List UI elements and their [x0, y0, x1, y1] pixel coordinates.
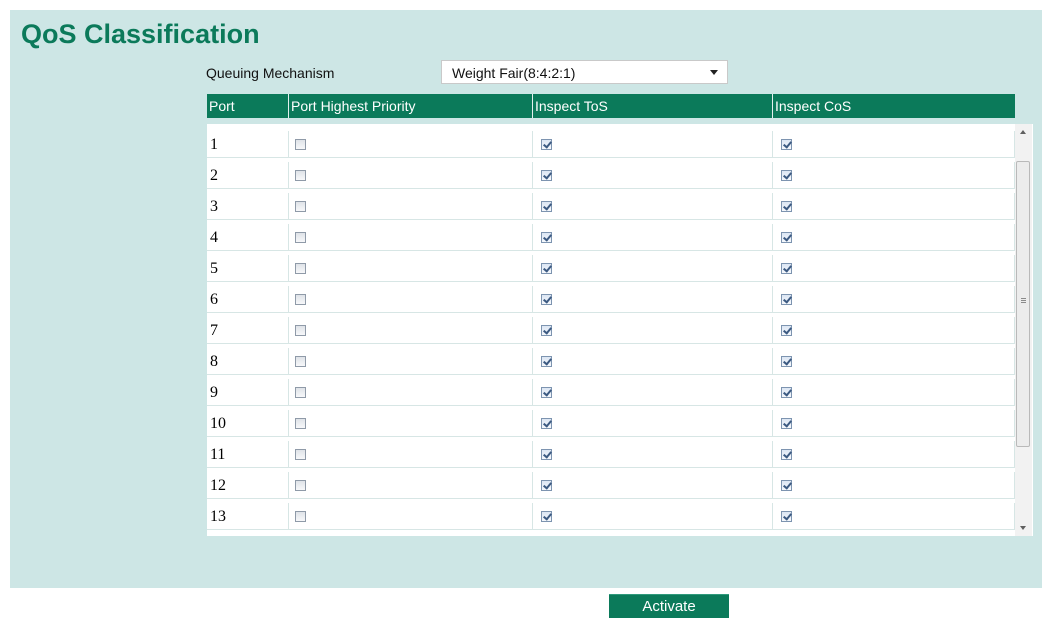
header-port: Port	[207, 94, 289, 118]
inspect-tos-checkbox[interactable]	[541, 139, 552, 150]
table-row	[207, 224, 1015, 251]
inspect-tos-cell	[533, 162, 773, 189]
inspect-tos-cell	[533, 503, 773, 530]
inspect-tos-cell	[533, 379, 773, 406]
table-row	[207, 193, 1015, 220]
inspect-cos-cell	[773, 255, 1015, 282]
port-number: 9	[210, 384, 218, 401]
scroll-down-arrow-icon[interactable]	[1015, 519, 1032, 536]
inspect-cos-checkbox[interactable]	[781, 232, 792, 243]
table-row	[207, 131, 1015, 158]
inspect-tos-checkbox[interactable]	[541, 511, 552, 522]
port-highest-priority-cell	[289, 441, 533, 468]
port-highest-priority-cell	[289, 193, 533, 220]
inspect-cos-cell	[773, 131, 1015, 158]
inspect-cos-checkbox[interactable]	[781, 449, 792, 460]
inspect-cos-checkbox[interactable]	[781, 387, 792, 398]
port-cell	[207, 503, 289, 530]
port-cell	[207, 286, 289, 313]
port-number: 4	[210, 229, 218, 246]
inspect-tos-cell	[533, 410, 773, 437]
inspect-cos-checkbox[interactable]	[781, 263, 792, 274]
port-highest-priority-cell	[289, 503, 533, 530]
inspect-cos-cell	[773, 348, 1015, 375]
port-highest-priority-checkbox[interactable]	[295, 294, 306, 305]
table-row	[207, 286, 1015, 313]
inspect-cos-checkbox[interactable]	[781, 356, 792, 367]
inspect-tos-checkbox[interactable]	[541, 480, 552, 491]
table-row	[207, 379, 1015, 406]
inspect-cos-cell	[773, 162, 1015, 189]
port-number: 7	[210, 322, 218, 339]
port-highest-priority-checkbox[interactable]	[295, 263, 306, 274]
inspect-tos-checkbox[interactable]	[541, 449, 552, 460]
inspect-cos-cell	[773, 286, 1015, 313]
port-number: 10	[210, 415, 226, 432]
table-row	[207, 348, 1015, 375]
content-panel	[10, 10, 1042, 615]
inspect-tos-checkbox[interactable]	[541, 201, 552, 212]
queuing-mechanism-label: Queuing Mechanism	[206, 65, 335, 81]
port-number: 11	[210, 446, 226, 463]
port-table	[207, 124, 1033, 536]
port-number: 13	[210, 508, 226, 525]
port-highest-priority-checkbox[interactable]	[295, 387, 306, 398]
port-cell	[207, 131, 289, 158]
inspect-tos-cell	[533, 472, 773, 499]
port-highest-priority-checkbox[interactable]	[295, 201, 306, 212]
inspect-tos-cell	[533, 441, 773, 468]
port-highest-priority-checkbox[interactable]	[295, 139, 306, 150]
inspect-cos-checkbox[interactable]	[781, 294, 792, 305]
page-title: QoS Classification	[21, 19, 260, 49]
port-number: 8	[210, 353, 218, 370]
table-scrollbar[interactable]	[1015, 124, 1032, 536]
port-highest-priority-checkbox[interactable]	[295, 480, 306, 491]
port-highest-priority-cell	[289, 348, 533, 375]
port-cell	[207, 224, 289, 251]
port-highest-priority-checkbox[interactable]	[295, 418, 306, 429]
inspect-tos-cell	[533, 193, 773, 220]
scrollbar-thumb[interactable]	[1016, 161, 1030, 447]
activate-button[interactable]: Activate	[609, 594, 729, 618]
port-cell	[207, 255, 289, 282]
port-highest-priority-cell	[289, 162, 533, 189]
inspect-cos-checkbox[interactable]	[781, 418, 792, 429]
table-row	[207, 255, 1015, 282]
port-cell	[207, 162, 289, 189]
chevron-down-icon[interactable]	[710, 70, 718, 75]
inspect-tos-checkbox[interactable]	[541, 387, 552, 398]
header-inspect-tos: Inspect ToS	[533, 94, 773, 118]
port-highest-priority-checkbox[interactable]	[295, 232, 306, 243]
inspect-tos-cell	[533, 317, 773, 344]
inspect-tos-checkbox[interactable]	[541, 356, 552, 367]
port-number: 12	[210, 477, 226, 494]
port-number: 5	[210, 260, 218, 277]
port-cell	[207, 193, 289, 220]
inspect-cos-checkbox[interactable]	[781, 170, 792, 181]
port-highest-priority-cell	[289, 317, 533, 344]
inspect-cos-checkbox[interactable]	[781, 480, 792, 491]
inspect-cos-cell	[773, 379, 1015, 406]
port-cell	[207, 441, 289, 468]
port-number: 1	[210, 136, 218, 153]
header-port-highest-priority: Port Highest Priority	[289, 94, 533, 118]
port-highest-priority-cell	[289, 224, 533, 251]
table-row	[207, 410, 1015, 437]
table-row	[207, 317, 1015, 344]
inspect-tos-cell	[533, 255, 773, 282]
port-number: 3	[210, 198, 218, 215]
port-highest-priority-cell	[289, 410, 533, 437]
queuing-mechanism-select[interactable]	[441, 60, 728, 84]
inspect-tos-cell	[533, 131, 773, 158]
port-number: 6	[210, 291, 218, 308]
port-cell	[207, 379, 289, 406]
grip-icon	[1021, 298, 1026, 299]
scroll-up-arrow-icon[interactable]	[1015, 124, 1032, 141]
port-cell	[207, 317, 289, 344]
port-cell	[207, 348, 289, 375]
queuing-mechanism-value: Weight Fair(8:4:2:1)	[452, 65, 576, 81]
table-row	[207, 162, 1015, 189]
port-highest-priority-checkbox[interactable]	[295, 325, 306, 336]
inspect-cos-cell	[773, 441, 1015, 468]
header-inspect-cos: Inspect CoS	[775, 98, 852, 114]
inspect-cos-cell	[773, 410, 1015, 437]
inspect-cos-checkbox[interactable]	[781, 201, 792, 212]
inspect-tos-cell	[533, 286, 773, 313]
port-highest-priority-checkbox[interactable]	[295, 449, 306, 460]
table-row	[207, 472, 1015, 499]
inspect-tos-cell	[533, 348, 773, 375]
table-row	[207, 441, 1015, 468]
inspect-cos-cell	[773, 472, 1015, 499]
table-row	[207, 503, 1015, 530]
inspect-tos-checkbox[interactable]	[541, 170, 552, 181]
port-number: 2	[210, 167, 218, 184]
port-highest-priority-checkbox[interactable]	[295, 511, 306, 522]
port-highest-priority-cell	[289, 286, 533, 313]
port-highest-priority-checkbox[interactable]	[295, 356, 306, 367]
port-highest-priority-cell	[289, 131, 533, 158]
port-highest-priority-cell	[289, 255, 533, 282]
inspect-cos-cell	[773, 224, 1015, 251]
inspect-cos-checkbox[interactable]	[781, 325, 792, 336]
inspect-cos-cell	[773, 317, 1015, 344]
port-highest-priority-cell	[289, 379, 533, 406]
inspect-tos-cell	[533, 224, 773, 251]
inspect-tos-checkbox[interactable]	[541, 232, 552, 243]
port-cell	[207, 472, 289, 499]
inspect-cos-checkbox[interactable]	[781, 139, 792, 150]
inspect-tos-checkbox[interactable]	[541, 294, 552, 305]
inspect-cos-cell	[773, 503, 1015, 530]
inspect-tos-checkbox[interactable]	[541, 418, 552, 429]
inspect-cos-checkbox[interactable]	[781, 511, 792, 522]
inspect-tos-checkbox[interactable]	[541, 263, 552, 274]
inspect-cos-cell	[773, 193, 1015, 220]
port-cell	[207, 410, 289, 437]
inspect-tos-checkbox[interactable]	[541, 325, 552, 336]
table-header	[207, 94, 1015, 118]
port-highest-priority-checkbox[interactable]	[295, 170, 306, 181]
port-highest-priority-cell	[289, 472, 533, 499]
